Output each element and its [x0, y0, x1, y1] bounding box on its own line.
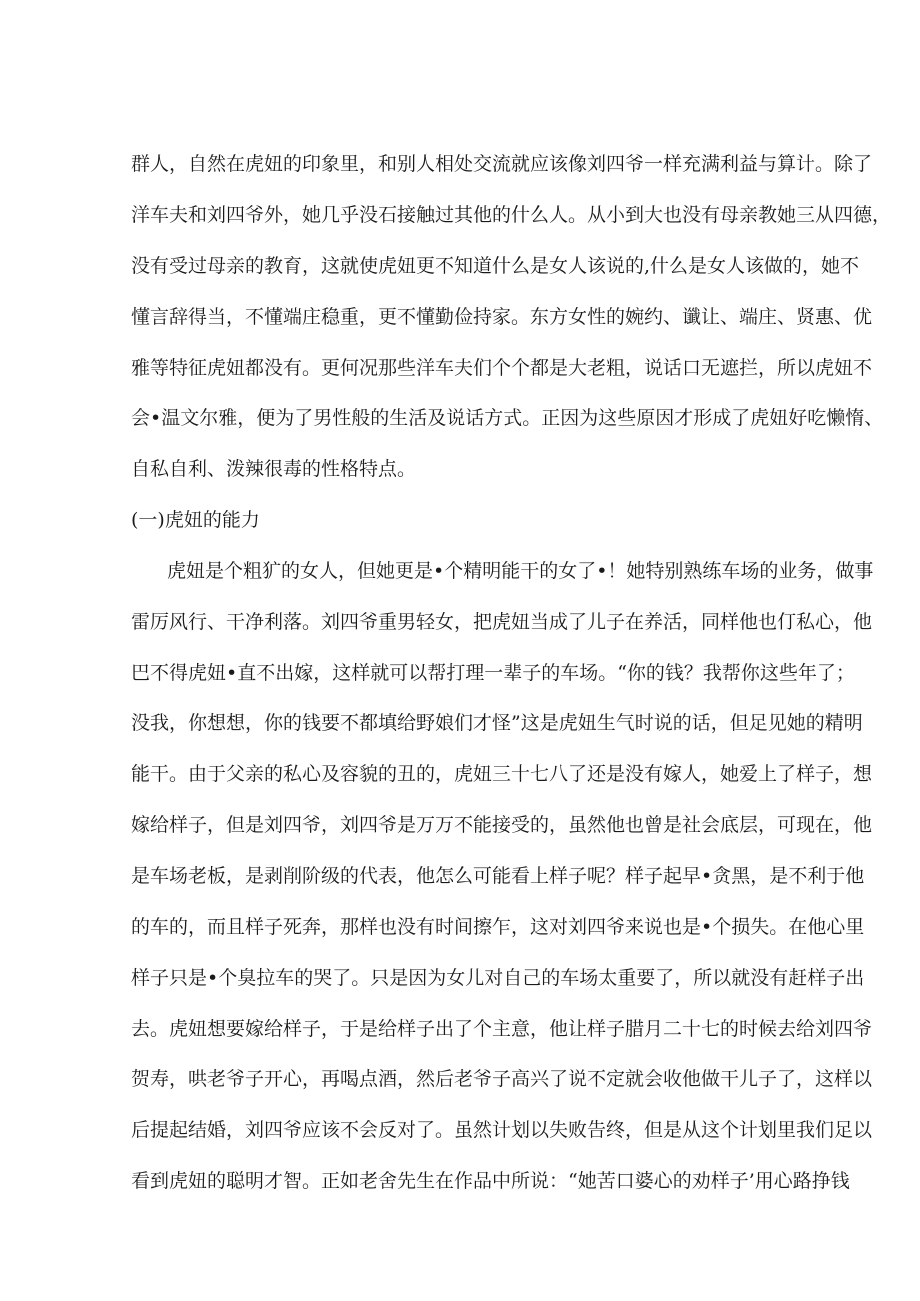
paragraph-1-line-3: 没有受过母亲的教育，这就使虎妞更不知道什么是女人该说的,什么是女人该做的，她不: [131, 255, 860, 277]
paragraph-2-line-3: 巴不得虎妞•直不出嫁，这样就可以帮打理一辈子的车场。“你的钱？我帮你这些年了；: [131, 662, 855, 684]
paragraph-1-line-6: 会•温文尔雅，便为了男性般的生活及说话方式。正因为这些原因才形成了虎妞好吃懒惰、: [131, 407, 884, 429]
paragraph-2-line-5: 能干。由于父亲的私心及容貌的丑的，虎妞三十七八了还是没有嫁人，她爱上了样子，想: [131, 763, 873, 785]
paragraph-2-line-6: 嫁给样子，但是刘四爷，刘四爷是万万不能接受的，虽然他也曾是社会底层，可现在，他: [131, 814, 873, 836]
paragraph-2-line-7: 是车场老板，是剥削阶级的代表，他怎么可能看上样子呢？样子起早•贪黑，是不利于他: [131, 865, 865, 887]
paragraph-1-line-2: 洋车夫和刘四爷外，她几乎没石接触过其他的什么人。从小到大也没有母亲教她三从四德，: [131, 204, 892, 226]
paragraph-1-line-5: 雅等特征虎妞都没有。更何况那些洋车夫们个个都是大老粗，说话口无遮拦，所以虎妞不: [131, 357, 873, 379]
paragraph-2-line-8: 的车的，而且样子死奔，那样也没有时间擦乍，这对刘四爷来说也是•个损失。在他心里: [131, 916, 865, 938]
paragraph-2-line-1: 虎妞是个粗犷的女人，但她更是•个精明能干的女了•！她特别熟练车场的业务，做事: [167, 560, 874, 582]
paragraph-2-line-12: 后提起结婚，刘四爷应该不会反对了。虽然计划以失败告终，但是从这个计划里我们足以: [131, 1119, 873, 1141]
paragraph-1-line-1: 群人，自然在虎妞的印象里，和别人相处交流就应该像刘四爷一样充满利益与算计。除了: [131, 153, 873, 175]
paragraph-2-line-13: 看到虎妞的聪明才智。正如老舍先生在作品中所说：“她苦口婆心的劝样子’用心路挣钱: [131, 1170, 850, 1192]
paragraph-2-line-9: 样子只是•个臭拉车的哭了。只是因为女儿对自己的车场太重要了，所以就没有赶样子出: [131, 967, 865, 989]
paragraph-2-line-4: 没我，你想想，你的钱要不都填给野娘们才怪”这是虎妞生气时说的话，但足见她的精明: [131, 712, 863, 734]
paragraph-2-line-10: 去。虎妞想要嫁给样子，于是给样子出了个主意，他让样子腊月二十七的时候去给刘四爷: [131, 1018, 873, 1040]
paragraph-2-line-2: 雷厉风行、干净利落。刘四爷重男轻女，把虎妞当成了儿子在养活，同样他也仃私心，他: [131, 611, 873, 633]
paragraph-1-line-7: 自私自利、泼辣很毒的性格特点。: [131, 458, 417, 480]
paragraph-2-line-11: 贺寿，哄老爷子开心，再喝点酒，然后老爷子高兴了说不定就会收他做干儿子了，这样以: [131, 1068, 873, 1090]
paragraph-1-line-4: 懂言辞得当，不懂端庄稳重，更不懂勤俭持家。东方女性的婉约、谶让、端庄、贤惠、优: [131, 306, 873, 328]
section-heading: (一)虎妞的能力: [131, 509, 260, 531]
